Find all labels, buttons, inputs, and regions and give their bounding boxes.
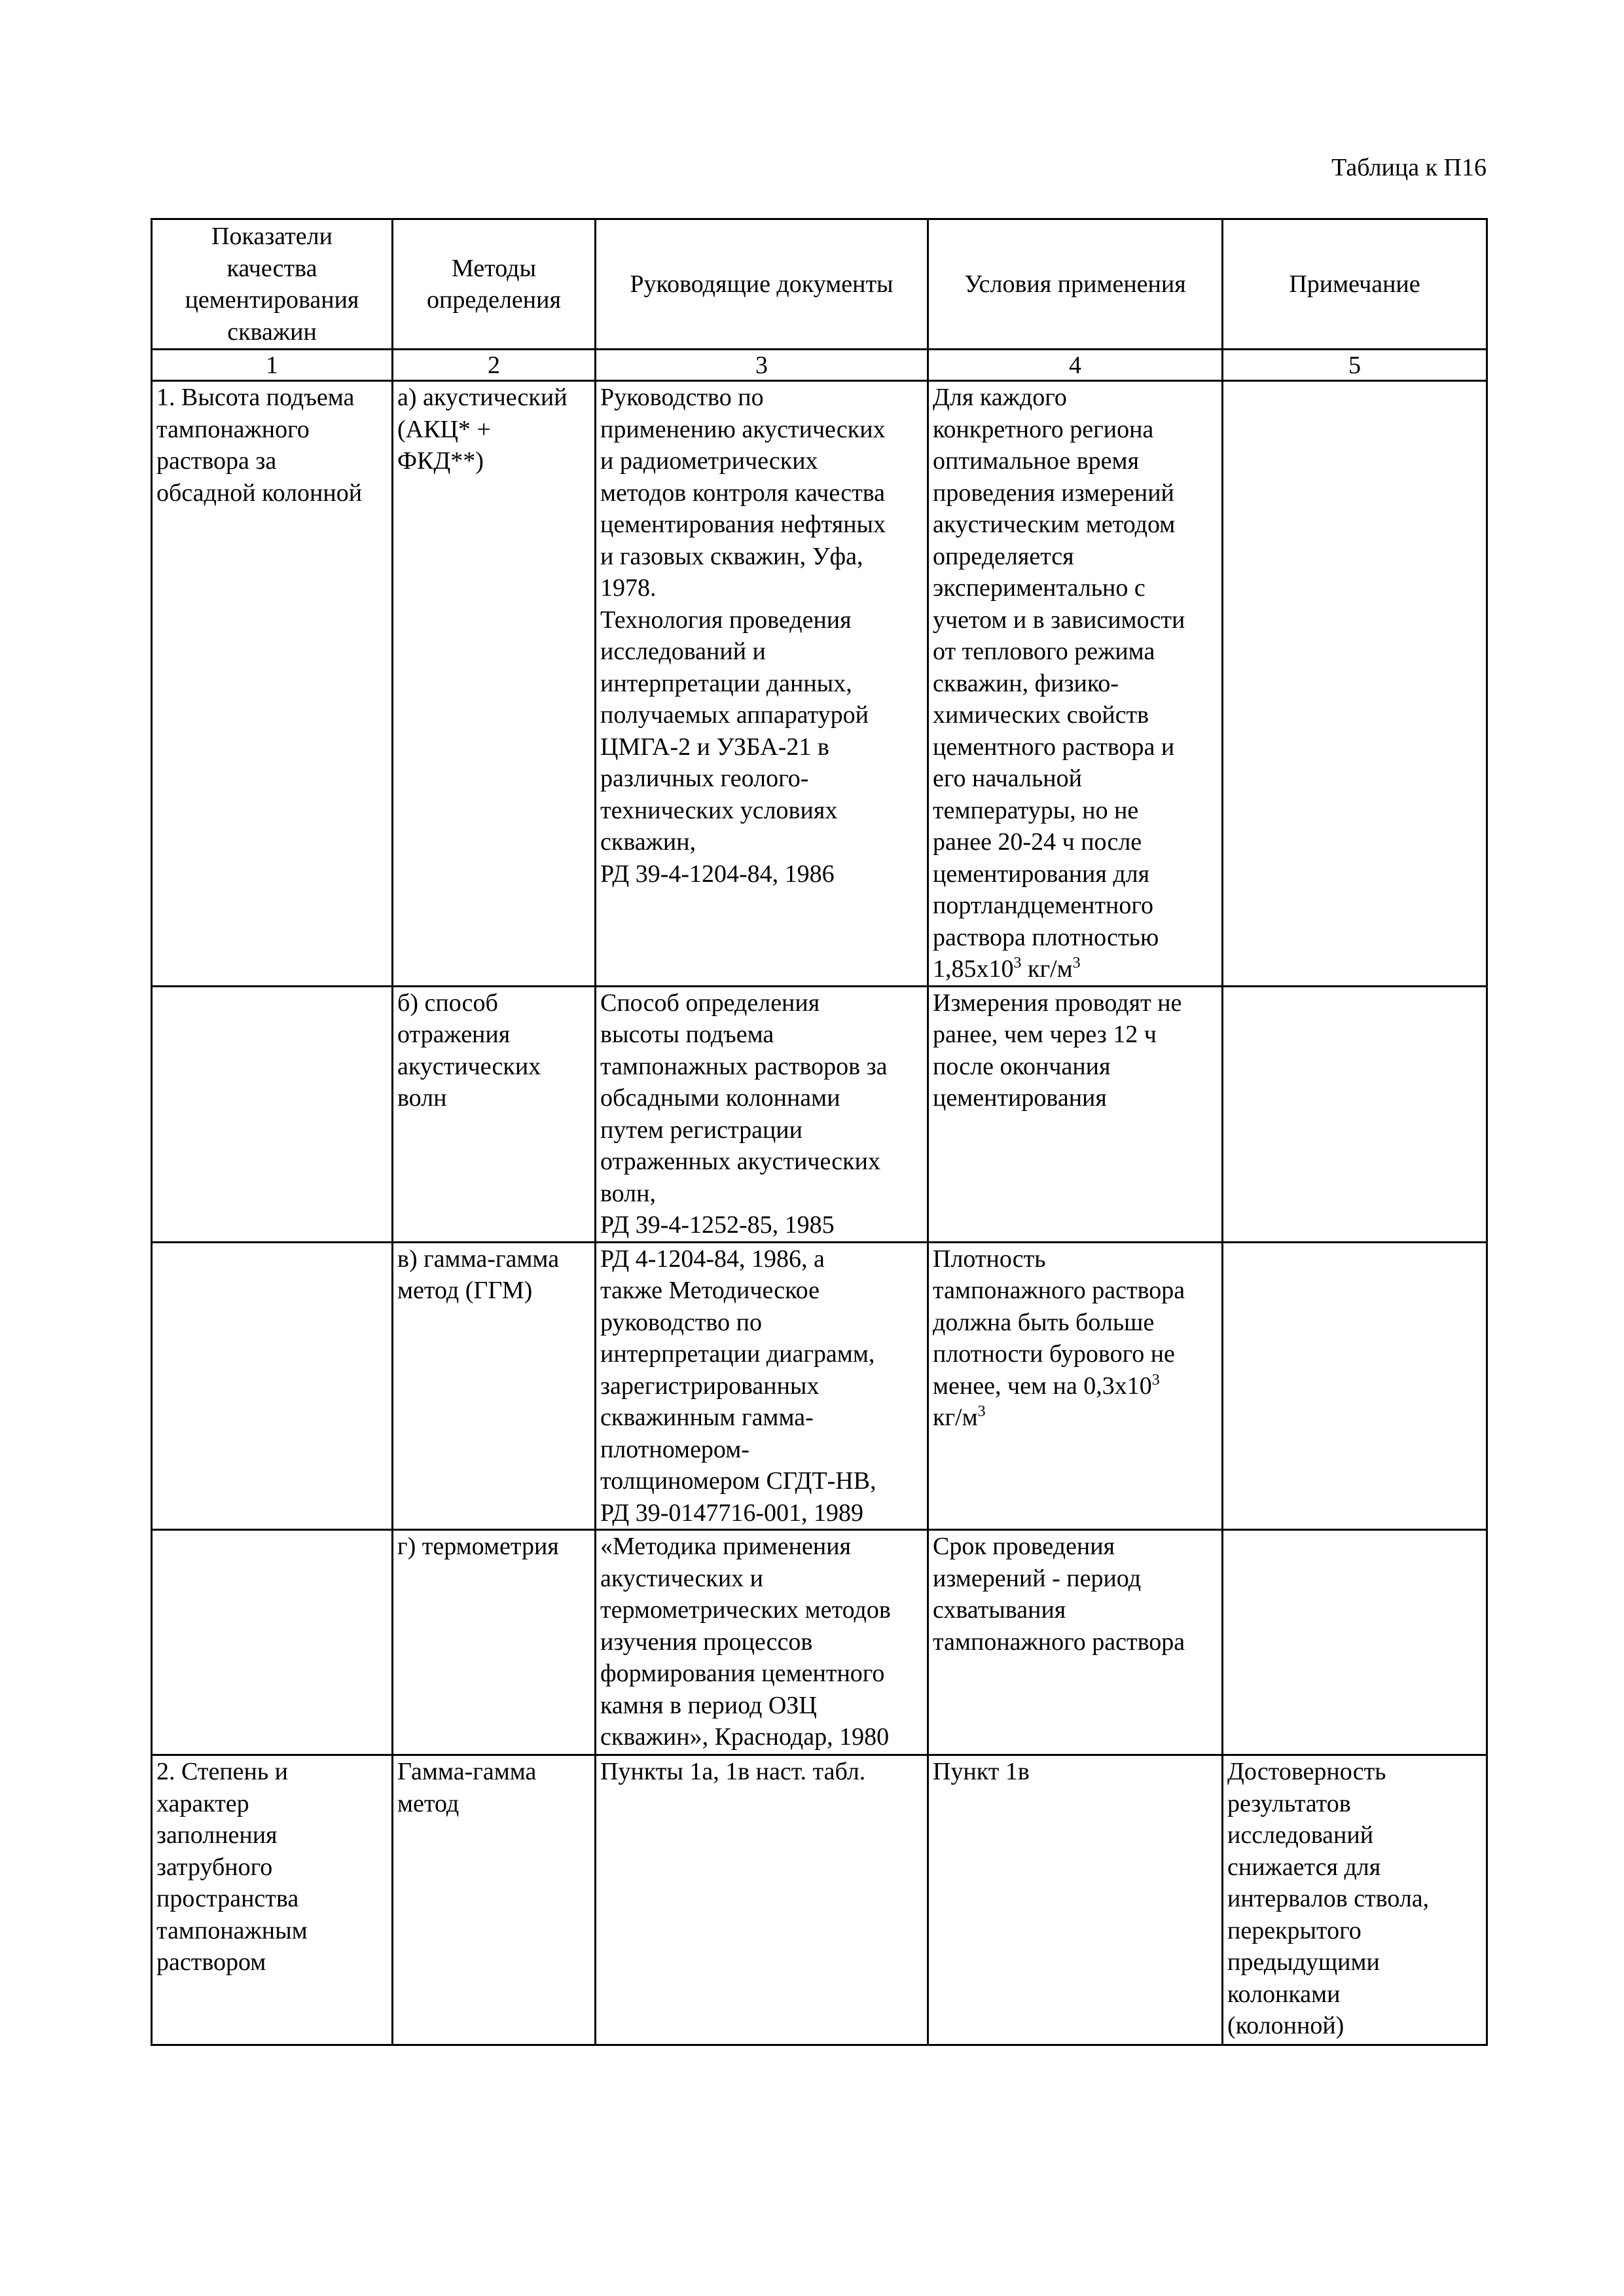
note-cell: Достоверность результатов исследований снижается для интервалов ствола, перекрытого предыдущими колонками (колонной) [1223,1755,1487,2045]
header-indicator: Показатели качества цементирования скважин [152,219,393,350]
method-cell: в) гамма-гамма метод (ГГМ) [393,1242,596,1530]
density-unit-exponent: 3 [1072,955,1081,972]
table-row [152,1242,1487,1530]
header-method: Методы определения [393,219,596,350]
note-cell [1223,1242,1487,1530]
indicator-cell: 1. Высота подъема тампонажного раствора за обсадной колонной [152,381,393,987]
column-number: 1 [152,350,393,381]
table-row [152,1530,1487,1755]
documents-cell: Пункты 1а, 1в наст. табл. [596,1755,928,2045]
conditions-density-line [933,953,1218,985]
table-row [152,1755,1487,2045]
conditions-cell: Срок проведения измерений - период схватывания тампонажного раствора [928,1530,1223,1755]
method-cell: б) способ отражения акустических волн [393,986,596,1242]
documents-cell: Способ определения высоты подъема тампонажных растворов за обсадными колоннами путем регистрации отраженных акустических волн, РД 39-4-1252-85, 1985 [596,986,928,1242]
conditions-line [933,1402,1218,1434]
conditions-exponent: 3 [1151,1371,1160,1389]
table-caption: Таблица к П16 [1331,154,1487,181]
documents-cell: «Методика применения акустических и термометрических методов изучения процессов формирования цементного камня в период ОЗЦ скважин», Краснодар, 1980 [596,1530,928,1755]
conditions-value: менее, чем на 0,3х10 [933,1372,1152,1400]
conditions-unit-exponent: 3 [977,1403,986,1420]
table-row [152,986,1487,1242]
column-number-row [152,350,1487,381]
conditions-line [933,1370,1218,1402]
conditions-cell: Измерения проводят не ранее, чем через 12 ч после окончания цементирования [928,986,1223,1242]
density-unit: кг/м [1021,955,1073,983]
conditions-unit: кг/м [933,1404,978,1431]
note-cell [1223,381,1487,987]
column-number: 4 [928,350,1223,381]
indicator-cell [152,1530,393,1755]
documents-cell: РД 4-1204-84, 1986, а также Методическое руководство по интерпретации диаграмм, зарегистрированных скважинным гамма- плотномером- толщиномером СГДТ-НВ, РД 39-0147716-001, 1989 [596,1242,928,1530]
conditions-cell [928,1242,1223,1530]
density-base: 1,85х10 [933,955,1014,983]
header-note: Примечание [1223,219,1487,350]
documents-cell: Руководство по применению акустических и радиометрических методов контроля качества цементирования нефтяных и газовых скважин, Уфа, 1978. Технология проведения исследований и интерпретации данных, получаемых аппаратурой ЦМГА-2 и УЗБА-21 в различных геолого- технических условиях скважин, РД 39-4-1204-84, 1986 [596,381,928,987]
method-cell: Гамма-гамма метод [393,1755,596,2045]
note-cell [1223,1530,1487,1755]
header-row [152,219,1487,350]
method-cell: а) акустический (АКЦ* + ФКД**) [393,381,596,987]
cementing-quality-table [151,218,1488,2046]
indicator-cell [152,1242,393,1530]
conditions-text: Для каждого конкретного региона оптимальное время проведения измерений акустическим методом определяется экспериментально с учетом и в зависимости от теплового режима скважин, физико- химических свойств цементного раствора и его начальной температуры, но не ранее 20-24 ч после цементирования для портландцементного раствора плотностью [933,384,1185,951]
conditions-text: Плотность тампонажного раствора должна быть больше плотности бурового не [933,1245,1185,1368]
header-conditions: Условия применения [928,219,1223,350]
indicator-cell: 2. Степень и характер заполнения затрубного пространства тампонажным раствором [152,1755,393,2045]
note-cell [1223,986,1487,1242]
indicator-cell [152,986,393,1242]
conditions-cell: Пункт 1в [928,1755,1223,2045]
table-row [152,381,1487,987]
column-number: 2 [393,350,596,381]
method-cell: г) термометрия [393,1530,596,1755]
density-exponent: 3 [1013,955,1022,972]
conditions-cell [928,381,1223,987]
header-documents: Руководящие документы [596,219,928,350]
column-number: 3 [596,350,928,381]
column-number: 5 [1223,350,1487,381]
